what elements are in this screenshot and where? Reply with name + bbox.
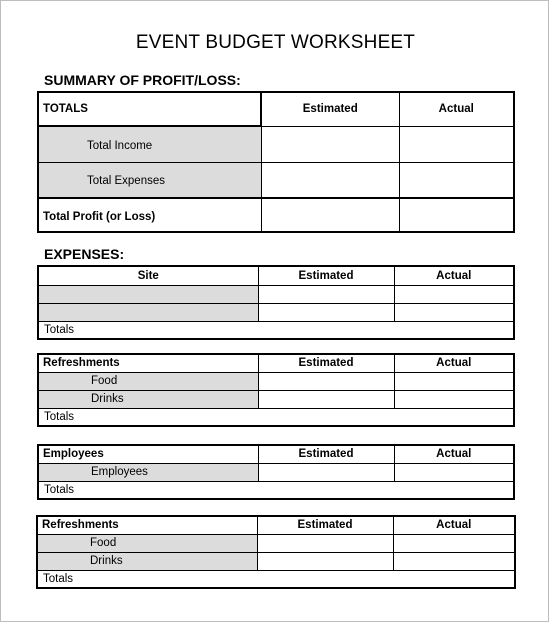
site-totals-label: Totals: [38, 321, 514, 339]
employees-label: Employees: [38, 463, 258, 481]
summary-header-estimated: Estimated: [261, 92, 399, 126]
site-header-actual: Actual: [394, 266, 514, 285]
employees-estimated-cell[interactable]: [258, 463, 394, 481]
summary-table: [37, 91, 515, 233]
refreshments-table: [37, 353, 515, 427]
food-estimated-cell-2[interactable]: [257, 534, 393, 552]
site-header-row: [38, 266, 514, 285]
refreshments2-header-actual: Actual: [393, 516, 515, 534]
summary-row-profit: [38, 198, 514, 232]
refreshments-header-actual: Actual: [394, 354, 514, 372]
refreshments-totals-label: Totals: [38, 408, 514, 426]
page-title: EVENT BUDGET WORKSHEET: [135, 32, 416, 53]
food-label: Food: [38, 372, 258, 390]
refreshments-header-row: [38, 354, 514, 372]
drinks-estimated-cell-2[interactable]: [257, 552, 393, 570]
refreshments2-totals-row: [37, 570, 515, 588]
refreshments2-row-food: [37, 534, 515, 552]
refreshments2-header-estimated: Estimated: [257, 516, 393, 534]
total-profit-label: Total Profit (or Loss): [38, 198, 261, 232]
site-item-cell[interactable]: [38, 285, 258, 303]
total-income-estimated-cell[interactable]: [261, 126, 399, 162]
drinks-actual-cell-2[interactable]: [393, 552, 515, 570]
total-expenses-label: Total Expenses: [38, 162, 261, 198]
employees-totals-row: [38, 481, 514, 499]
site-header-label: Site: [38, 266, 258, 285]
drinks-actual-cell[interactable]: [394, 390, 514, 408]
employees-row: [38, 463, 514, 481]
employees-actual-cell[interactable]: [394, 463, 514, 481]
site-header-estimated: Estimated: [258, 266, 394, 285]
summary-header-row: [38, 92, 514, 126]
refreshments-header-label: Refreshments: [38, 354, 258, 372]
employees-header-row: [38, 445, 514, 463]
total-expenses-estimated-cell[interactable]: [261, 162, 399, 198]
expenses-heading: EXPENSES:: [44, 246, 125, 262]
site-table: [37, 265, 515, 340]
site-totals-row: [38, 321, 514, 339]
food-actual-cell[interactable]: [394, 372, 514, 390]
refreshments-header-estimated: Estimated: [258, 354, 394, 372]
total-expenses-actual-cell[interactable]: [399, 162, 514, 198]
food-estimated-cell[interactable]: [258, 372, 394, 390]
summary-row-income: [38, 126, 514, 162]
total-profit-actual-cell[interactable]: [399, 198, 514, 232]
site-estimated-cell[interactable]: [258, 285, 394, 303]
summary-header-label: TOTALS: [38, 92, 261, 126]
employees-header-estimated: Estimated: [258, 445, 394, 463]
summary-header-actual: Actual: [399, 92, 514, 126]
drinks-estimated-cell[interactable]: [258, 390, 394, 408]
site-actual-cell[interactable]: [394, 285, 514, 303]
site-actual-cell[interactable]: [394, 303, 514, 321]
site-row-1: [38, 285, 514, 303]
employees-table: [37, 444, 515, 500]
food-actual-cell-2[interactable]: [393, 534, 515, 552]
total-income-actual-cell[interactable]: [399, 126, 514, 162]
site-item-cell[interactable]: [38, 303, 258, 321]
food-label-2: Food: [37, 534, 257, 552]
drinks-label-2: Drinks: [37, 552, 257, 570]
refreshments-table-2: [36, 515, 516, 589]
employees-totals-label: Totals: [38, 481, 514, 499]
refreshments-row-food: [38, 372, 514, 390]
refreshments2-header-label: Refreshments: [37, 516, 257, 534]
refreshments2-row-drinks: [37, 552, 515, 570]
refreshments2-header-row: [37, 516, 515, 534]
refreshments2-totals-label: Totals: [37, 570, 515, 588]
site-estimated-cell[interactable]: [258, 303, 394, 321]
employees-header-label: Employees: [38, 445, 258, 463]
total-income-label: Total Income: [38, 126, 261, 162]
total-profit-estimated-cell[interactable]: [261, 198, 399, 232]
refreshments-row-drinks: [38, 390, 514, 408]
refreshments-totals-row: [38, 408, 514, 426]
employees-header-actual: Actual: [394, 445, 514, 463]
summary-row-expenses: [38, 162, 514, 198]
site-row-2: [38, 303, 514, 321]
summary-heading: SUMMARY OF PROFIT/LOSS:: [44, 72, 241, 88]
drinks-label: Drinks: [38, 390, 258, 408]
